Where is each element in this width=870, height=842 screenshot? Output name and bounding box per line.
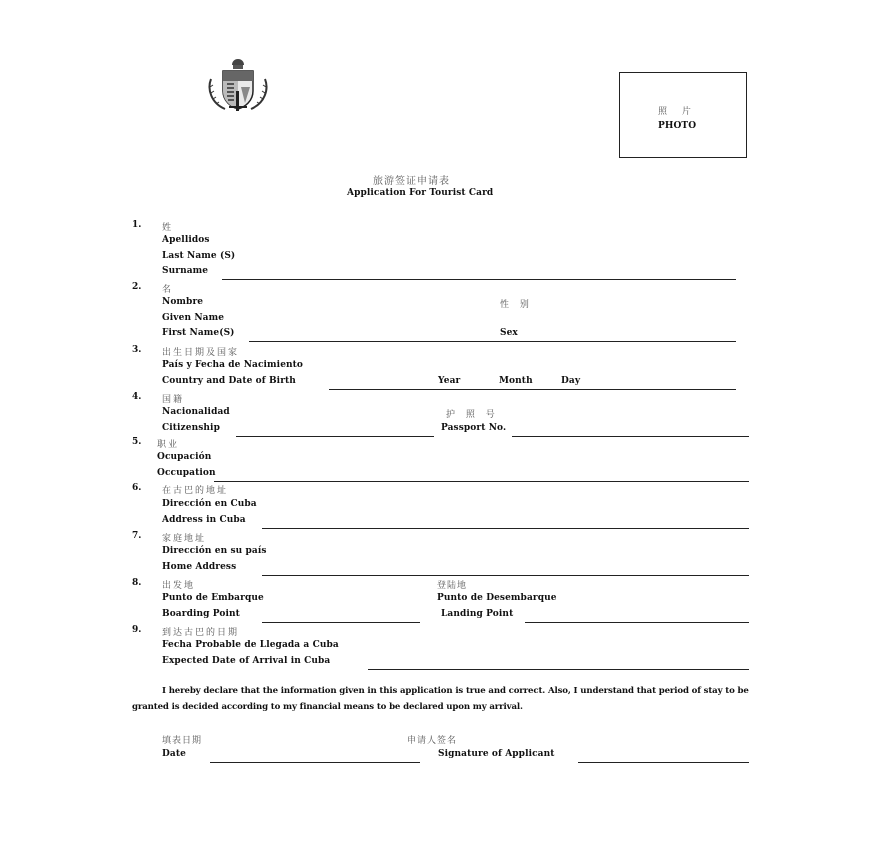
coat-of-arms-emblem <box>205 57 271 113</box>
surname-label-cn: 姓 <box>162 223 174 233</box>
signature-label-en: Signature of Applicant <box>438 749 555 759</box>
field-number-4: 4. <box>132 392 142 402</box>
boarding-input-line[interactable] <box>262 622 420 623</box>
arrival-label-es: Fecha Probable de Llegada a Cuba <box>162 640 339 650</box>
arrival-label-cn: 到达古巴的日期 <box>162 628 240 638</box>
field-number-5: 5. <box>132 437 142 447</box>
birth-label-es: País y Fecha de Nacimiento <box>162 360 304 370</box>
field-number-9: 9. <box>132 625 142 635</box>
landing-input-line[interactable] <box>525 622 749 623</box>
cuba-address-input-line[interactable] <box>262 528 749 529</box>
field-number-2: 2. <box>132 282 142 292</box>
occupation-label-en: Occupation <box>157 468 216 478</box>
arrival-input-line[interactable] <box>368 669 749 670</box>
occupation-label-cn: 职业 <box>157 440 180 450</box>
boarding-label-es: Punto de Embarque <box>162 593 264 603</box>
home-address-label-cn: 家庭地址 <box>162 534 207 544</box>
given-name-label-en1: Given Name <box>162 313 225 323</box>
surname-label-en2: Surname <box>162 266 209 276</box>
citizenship-label-en: Citizenship <box>162 423 220 433</box>
sex-label-cn: 性 别 <box>500 300 533 310</box>
boarding-label-en: Boarding Point <box>162 609 240 619</box>
cuba-address-label-en: Address in Cuba <box>162 515 246 525</box>
landing-label-en: Landing Point <box>441 609 514 619</box>
cuba-address-label-es: Dirección en Cuba <box>162 499 257 509</box>
date-input-line[interactable] <box>210 762 420 763</box>
birth-input-line[interactable] <box>329 389 736 390</box>
surname-input-line[interactable] <box>222 279 736 280</box>
passport-label-en: Passport No. <box>441 423 507 433</box>
sex-label-en: Sex <box>500 328 518 338</box>
date-label-en: Date <box>162 749 186 759</box>
passport-input-line[interactable] <box>512 436 749 437</box>
citizenship-label-cn: 国籍 <box>162 395 185 405</box>
field-number-7: 7. <box>132 531 142 541</box>
signature-input-line[interactable] <box>578 762 749 763</box>
passport-label-cn: 护 照 号 <box>446 410 499 420</box>
birth-month-label: Month <box>499 376 533 386</box>
field-number-3: 3. <box>132 345 142 355</box>
home-address-label-es: Dirección en su país <box>162 546 267 556</box>
home-address-label-en: Home Address <box>162 562 237 572</box>
birth-label-cn: 出生日期及国家 <box>162 348 240 358</box>
occupation-label-es: Ocupación <box>157 452 212 462</box>
signature-label-cn: 申请人签名 <box>407 736 458 746</box>
given-name-input-line[interactable] <box>249 341 736 342</box>
declaration-line-2: granted is decided according to my financial means to be declared upon my arrival. <box>132 702 523 712</box>
surname-label-en1: Last Name (S) <box>162 251 236 261</box>
cuba-address-label-cn: 在古巴的地址 <box>162 486 229 496</box>
given-name-label-es: Nombre <box>162 297 204 307</box>
given-name-label-cn: 名 <box>162 285 174 295</box>
birth-label-en: Country and Date of Birth <box>162 376 296 386</box>
arrival-label-en: Expected Date of Arrival in Cuba <box>162 656 331 666</box>
citizenship-label-es: Nacionalidad <box>162 407 230 417</box>
given-name-label-en2: First Name(S) <box>162 328 235 338</box>
declaration-line-1: I hereby declare that the information given in this application is true and correct. Also, I understand that period of stay to be <box>162 686 749 696</box>
field-number-8: 8. <box>132 578 142 588</box>
date-label-cn: 填表日期 <box>162 736 203 746</box>
landing-label-cn: 登陆地 <box>437 581 468 591</box>
birth-day-label: Day <box>561 376 581 386</box>
occupation-input-line[interactable] <box>214 481 749 482</box>
field-number-6: 6. <box>132 483 142 493</box>
photo-label-cn: 照 片 <box>658 107 697 117</box>
field-number-1: 1. <box>132 220 142 230</box>
boarding-label-cn: 出发地 <box>162 581 196 591</box>
photo-label-en: PHOTO <box>658 121 697 131</box>
birth-year-label: Year <box>438 376 461 386</box>
form-title-cn: 旅游签证申请表 <box>373 176 450 187</box>
landing-label-es: Punto de Desembarque <box>437 593 557 603</box>
surname-label-es: Apellidos <box>162 235 210 245</box>
home-address-input-line[interactable] <box>262 575 749 576</box>
citizenship-input-line[interactable] <box>236 436 434 437</box>
form-title-en: Application For Tourist Card <box>347 188 494 198</box>
